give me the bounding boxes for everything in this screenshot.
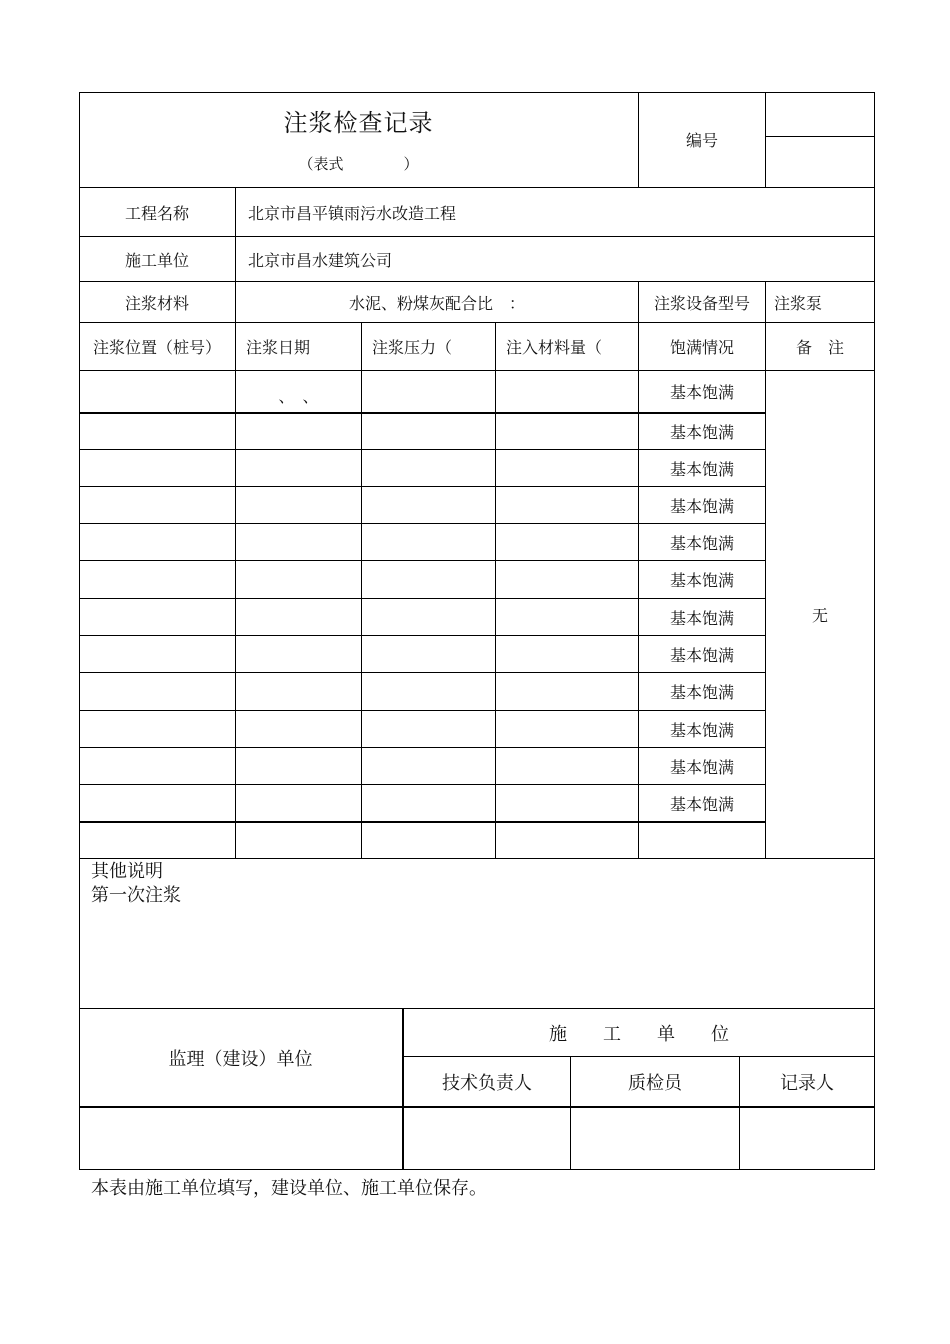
column-header-date: 注浆日期 — [246, 338, 311, 357]
project-name-label: 工程名称 — [124, 203, 189, 223]
divider — [79, 858, 875, 859]
divider — [495, 322, 496, 859]
table-row-status[interactable]: 基本饱满 — [669, 720, 734, 740]
table-row-status[interactable]: 基本饱满 — [669, 794, 734, 814]
project-name-value[interactable]: 北京市昌平镇雨污水改造工程 — [248, 203, 457, 223]
construction-unit-label: 施工单位 — [124, 250, 189, 270]
divider — [79, 821, 765, 823]
table-row-status[interactable]: 基本饱满 — [669, 533, 734, 553]
table-row-status[interactable]: 基本饱满 — [669, 645, 734, 665]
table-row-status[interactable]: 基本饱满 — [669, 383, 734, 402]
footer-note: 本表由施工单位填写，建设单位、施工单位保存。 — [91, 1178, 487, 1199]
inspector-label: 质检员 — [628, 1072, 682, 1094]
equipment-model-label: 注浆设备型号 — [653, 293, 750, 313]
table-row-status[interactable]: 基本饱满 — [669, 683, 734, 702]
table-border-bottom — [79, 1169, 875, 1170]
table-row-status[interactable]: 基本饱满 — [669, 496, 734, 516]
table-row-status[interactable]: 基本饱满 — [669, 571, 734, 590]
supervisor-unit-label: 监理（建设）单位 — [168, 1048, 313, 1070]
grout-material-value[interactable]: 水泥、粉煤灰配合比 ： — [348, 293, 525, 313]
recorder-label: 记录人 — [780, 1072, 834, 1094]
form-subtitle: （表式 ） — [298, 154, 419, 173]
construction-unit-header: 施 工 单 位 — [549, 1023, 729, 1045]
other-notes-text[interactable]: 第一次注浆 — [91, 885, 181, 906]
column-header-position: 注浆位置（桩号） — [92, 338, 221, 357]
number-field-1[interactable] — [766, 93, 874, 136]
divider — [361, 322, 362, 859]
page-title: 注浆检查记录 — [283, 108, 434, 137]
remarks-value[interactable]: 无 — [811, 606, 828, 625]
construction-unit-value[interactable]: 北京市昌水建筑公司 — [248, 250, 393, 270]
column-header-fullness: 饱满情况 — [669, 338, 734, 357]
table-row-status[interactable]: 基本饱满 — [669, 757, 734, 777]
tech-lead-label: 技术负责人 — [442, 1072, 532, 1094]
equipment-model-value[interactable]: 注浆泵 — [774, 293, 823, 313]
tech-lead-signature-field[interactable] — [404, 1108, 570, 1169]
other-notes-label: 其他说明 — [91, 861, 163, 882]
first-row-date[interactable]: 、 、 — [278, 386, 319, 406]
inspector-signature-field[interactable] — [571, 1108, 739, 1169]
number-field-2[interactable] — [766, 137, 874, 187]
number-label: 编号 — [685, 131, 718, 150]
column-header-pressure: 注浆压力（ — [372, 338, 453, 357]
recorder-signature-field[interactable] — [740, 1108, 874, 1169]
column-header-amount: 注入材料量（ — [506, 338, 603, 357]
table-row-status[interactable]: 基本饱满 — [669, 608, 734, 628]
table-row-status[interactable]: 基本饱满 — [669, 459, 734, 479]
grout-material-label: 注浆材料 — [124, 293, 189, 313]
column-header-remarks: 备 注 — [795, 338, 844, 357]
supervisor-signature-field[interactable] — [80, 1108, 402, 1169]
table-row-status[interactable]: 基本饱满 — [669, 422, 734, 442]
